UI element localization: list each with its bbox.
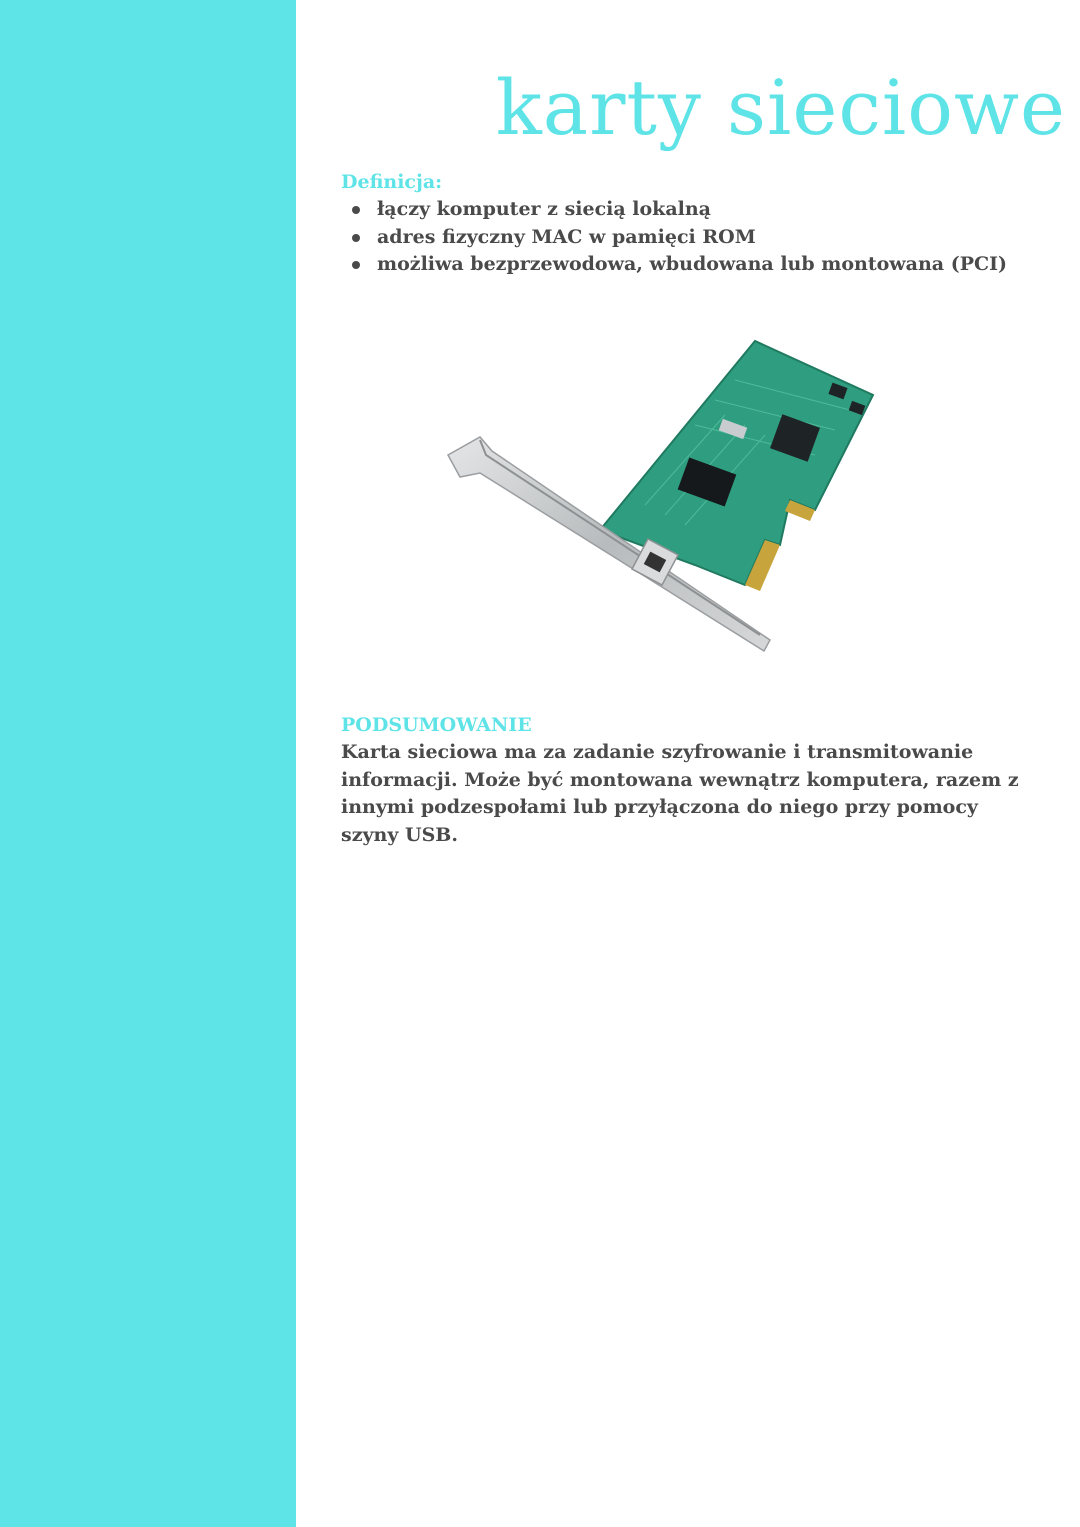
definition-item-text: możliwa bezprzewodowa, wbudowana lub montowana (PCI) — [377, 253, 1007, 275]
definition-list — [350, 196, 1050, 279]
definition-item — [350, 196, 1050, 224]
summary-text: Karta sieciowa ma za zadanie szyfrowanie i transmitowanie informacji. Może być montowana wewnątrz komputera, razem z innymi podzespołami lub przyłączona do niego przy pomocy szyny USB. — [341, 741, 1019, 846]
definition-item-text: adres fizyczny MAC w pamięci ROM — [377, 225, 756, 248]
sidebar-accent-band — [0, 0, 296, 1527]
definition-heading: Definicja: — [341, 171, 443, 193]
definition-item — [350, 224, 1050, 252]
definition-item — [350, 251, 1050, 279]
bullet-icon — [352, 234, 360, 242]
summary-heading: PODSUMOWANIE — [341, 714, 532, 736]
network-card-illustration — [420, 305, 880, 665]
bullet-icon — [352, 206, 360, 214]
bullet-icon — [352, 261, 360, 269]
network-card-image — [420, 305, 880, 665]
pcb-board — [600, 341, 873, 585]
definition-item-text: łączy komputer z siecią lokalną — [377, 198, 711, 220]
page-title: karty sieciowe — [495, 63, 1066, 152]
